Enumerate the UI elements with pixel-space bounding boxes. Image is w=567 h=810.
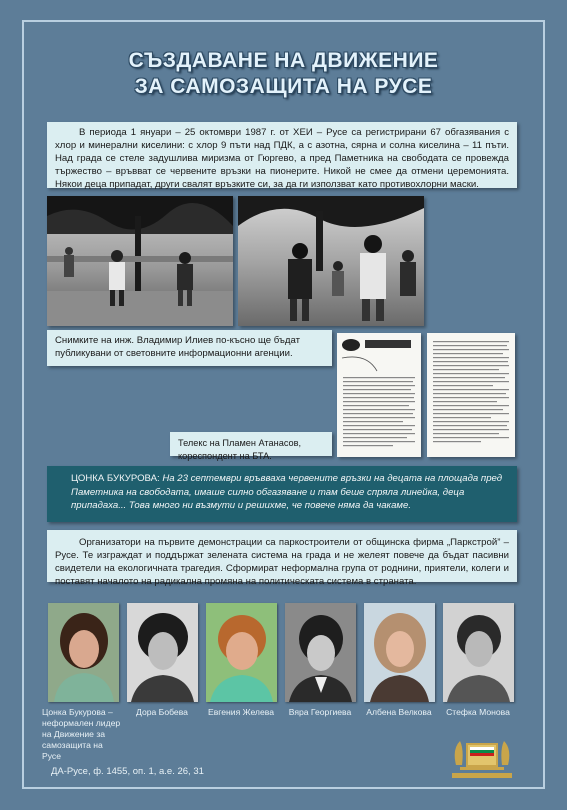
title-line-1: СЪЗДАВАНЕ НА ДВИЖЕНИЕ bbox=[128, 49, 439, 72]
portrait-photo-3 bbox=[206, 603, 277, 702]
archive-source: ДА-Русе, ф. 1455, оп. 1, а.е. 26, 31 bbox=[51, 766, 204, 777]
portrait-name-3: Евгения Желева bbox=[208, 707, 274, 717]
title-line-2: ЗА САМОЗАЩИТА НА РУСЕ bbox=[134, 75, 433, 98]
street-photo-left-image bbox=[47, 196, 233, 326]
archives-logo-icon bbox=[446, 735, 518, 783]
telex-document-page-2 bbox=[427, 333, 515, 457]
street-photo-right-image bbox=[238, 196, 424, 326]
street-photo-left bbox=[47, 196, 233, 326]
telex-caption: Телекс на Пламен Атанасов, кореспондент на БТА. bbox=[170, 432, 332, 456]
telex-page-1-scan bbox=[337, 333, 421, 457]
quote-author: ЦОНКА БУКУРОВА: bbox=[71, 473, 160, 484]
portrait-stefka-monova bbox=[443, 603, 514, 702]
portrait-photo-5 bbox=[364, 603, 435, 702]
archives-agency-logo bbox=[446, 735, 518, 783]
quote-box bbox=[47, 466, 517, 522]
portrait-name-6: Стефка Монова bbox=[446, 707, 510, 717]
portrait-photo-1 bbox=[48, 603, 119, 702]
portrait-dora-bobeva bbox=[127, 603, 198, 702]
street-photo-right bbox=[238, 196, 424, 326]
telex-page-2-scan bbox=[427, 333, 515, 457]
portrait-photo-6 bbox=[443, 603, 514, 702]
portrait-name-2: Дора Бобева bbox=[136, 707, 188, 717]
organizers-text: Организатори на първите демонстрации са паркостроители от общинска фирма „Паркстрой” – Русе. Те изграждат и поддържат зелената система на града и не желеят повече да бъдат пасивни свидетели на екологичната трагедия. Сформират неформална група от роднини, приятели, колеги и поставят началото на радикална промяна на политическата система в страната. bbox=[47, 530, 517, 582]
photo-caption: Снимките на инж. Владимир Илиев по-късно ще бъдат публикувани от световните информационни агенции. bbox=[47, 330, 332, 366]
page-title bbox=[0, 48, 567, 100]
portrait-name-5: Албена Велкова bbox=[366, 707, 432, 717]
portrait-photo-2 bbox=[127, 603, 198, 702]
portrait-albena-velkova bbox=[364, 603, 435, 702]
portrait-name-4: Вяра Георгиева bbox=[288, 707, 352, 717]
quote-text: На 23 септември връвваха червените връзки на децата на площада пред Паметника на свободата, имаше силно обгазяване и там беше спряла линейка, деца припадаха... Това много ни възмути и решихме, че повече няма да чакаме. bbox=[71, 473, 503, 511]
portrait-evgeniya-zheleva bbox=[206, 603, 277, 702]
telex-document-page-1 bbox=[337, 333, 421, 457]
intro-text: В периода 1 януари – 25 октомври 1987 г. от ХЕИ – Русе са регистрирани 67 обгазявания с хлор и минерални киселини: с хлор 9 пъти над ПДК, а с азотна, сярна и солна киселина – 11 пъти. Над града се стеле задушлива миризма от Гюргево, а пред Паметника на свободата се провежда тържество – връвват се червените връзки на пионерите. Никой не смее да отмени церемонията. Някои деца припадат, други свалят връзките си, за да ги използват като противохлорни маски. bbox=[47, 122, 517, 188]
portrait-vyara-georgieva bbox=[285, 603, 356, 702]
portrait-tsonka-bukurova bbox=[48, 603, 119, 702]
portrait-name-1: Цонка Букурова – неформален лидер на Движение за самозащита на Русе bbox=[42, 707, 121, 761]
portrait-photo-4 bbox=[285, 603, 356, 702]
